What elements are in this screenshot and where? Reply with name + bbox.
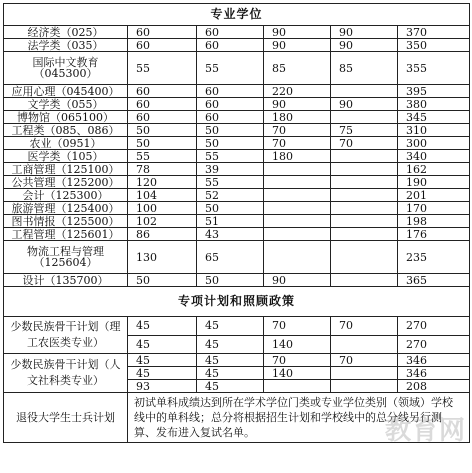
score-cell xyxy=(264,228,331,241)
table-row xyxy=(4,137,470,150)
score-cell: 45 xyxy=(197,317,264,336)
score-cell: 90 xyxy=(264,274,331,287)
score-cell: 170 xyxy=(398,202,470,215)
score-cell xyxy=(331,335,398,354)
score-cell: 104 xyxy=(128,189,197,202)
score-cell: 270 xyxy=(398,335,470,354)
table-row xyxy=(4,215,470,228)
score-cell: 190 xyxy=(398,176,470,189)
score-cell: 85 xyxy=(331,52,398,85)
subject-name: 博物馆（065100） xyxy=(4,111,128,124)
score-cell: 130 xyxy=(128,241,197,274)
score-cell: 140 xyxy=(264,367,331,380)
score-cell: 270 xyxy=(398,317,470,336)
score-cell: 395 xyxy=(398,85,470,98)
score-cell: 60 xyxy=(197,111,264,124)
table-row xyxy=(4,52,470,85)
subject-name: 法学类（035） xyxy=(4,39,128,52)
score-cell: 45 xyxy=(128,317,197,336)
section-header-row xyxy=(4,4,470,26)
score-cell: 60 xyxy=(128,111,197,124)
score-cell: 70 xyxy=(331,137,398,150)
score-cell: 300 xyxy=(398,137,470,150)
table-row xyxy=(4,241,470,274)
veteran-row xyxy=(4,393,470,443)
score-cell: 140 xyxy=(264,335,331,354)
table-row xyxy=(4,150,470,163)
score-cell: 180 xyxy=(264,150,331,163)
subject-name: 会计（125300） xyxy=(4,189,128,202)
score-cell: 60 xyxy=(197,26,264,39)
score-cell: 201 xyxy=(398,189,470,202)
score-cell: 55 xyxy=(197,176,264,189)
table-row xyxy=(4,26,470,39)
score-cell: 70 xyxy=(331,317,398,336)
table-row xyxy=(4,124,470,137)
score-cell: 70 xyxy=(264,317,331,336)
score-cell: 60 xyxy=(128,98,197,111)
score-cell: 45 xyxy=(197,335,264,354)
score-cell: 45 xyxy=(128,354,197,367)
plan-name: 少数民族骨干计划（理工农医类专业） xyxy=(4,317,128,354)
table-row xyxy=(4,85,470,98)
score-cell: 310 xyxy=(398,124,470,137)
score-cell: 355 xyxy=(398,52,470,85)
score-cell: 180 xyxy=(264,111,331,124)
score-cell xyxy=(331,202,398,215)
score-cell: 50 xyxy=(128,137,197,150)
score-cell xyxy=(264,215,331,228)
score-cell: 120 xyxy=(128,176,197,189)
score-cell: 70 xyxy=(331,354,398,367)
score-cell: 45 xyxy=(128,367,197,380)
score-cell xyxy=(331,274,398,287)
score-cell: 90 xyxy=(331,98,398,111)
score-cell: 45 xyxy=(197,380,264,393)
score-cell: 176 xyxy=(398,228,470,241)
score-cell xyxy=(264,380,331,393)
plan-name: 少数民族骨干计划（人文社科类专业） xyxy=(4,354,128,393)
table-row xyxy=(4,354,470,367)
score-cell: 235 xyxy=(398,241,470,274)
score-cell: 60 xyxy=(197,98,264,111)
score-cell: 43 xyxy=(197,228,264,241)
score-cell: 70 xyxy=(264,354,331,367)
section-title-special: 专项计划和照顾政策 xyxy=(4,287,470,317)
score-cell: 380 xyxy=(398,98,470,111)
score-cell: 346 xyxy=(398,367,470,380)
table-row xyxy=(4,176,470,189)
score-cell: 90 xyxy=(264,98,331,111)
score-cell: 220 xyxy=(264,85,331,98)
score-cell: 350 xyxy=(398,39,470,52)
score-cell: 70 xyxy=(264,124,331,137)
score-cell: 55 xyxy=(128,150,197,163)
score-cell: 102 xyxy=(128,215,197,228)
table-row xyxy=(4,274,470,287)
subject-name: 工程管理（125601） xyxy=(4,228,128,241)
policy-text: 初试单科成绩达到所在学术学位门类或专业学位类别（领域）学校线中的单科线；总分将根据招生计划和学校线中的总分线另行测算、发布进入复试名单。 xyxy=(128,393,470,443)
score-cell: 75 xyxy=(331,124,398,137)
subject-name: 图书情报（125500） xyxy=(4,215,128,228)
score-cell: 60 xyxy=(128,39,197,52)
score-cell xyxy=(264,241,331,274)
score-cell xyxy=(331,85,398,98)
score-cell: 208 xyxy=(398,380,470,393)
score-cell xyxy=(331,111,398,124)
subject-name: 经济类（025） xyxy=(4,26,128,39)
score-cell: 365 xyxy=(398,274,470,287)
watermark-text: 教育网 xyxy=(384,416,466,446)
score-table xyxy=(3,3,470,443)
score-cell: 60 xyxy=(197,39,264,52)
score-cell: 52 xyxy=(197,189,264,202)
score-cell: 370 xyxy=(398,26,470,39)
score-cell: 39 xyxy=(197,163,264,176)
plan-name: 退役大学生士兵计划 xyxy=(4,393,128,443)
score-cell xyxy=(331,189,398,202)
score-cell: 198 xyxy=(398,215,470,228)
table-row xyxy=(4,98,470,111)
score-cell: 70 xyxy=(264,137,331,150)
score-cell xyxy=(331,241,398,274)
score-cell: 100 xyxy=(128,202,197,215)
score-cell: 90 xyxy=(264,26,331,39)
score-cell: 50 xyxy=(128,124,197,137)
subject-name: 物流工程与管理（125604） xyxy=(4,241,128,274)
score-cell: 340 xyxy=(398,150,470,163)
subject-name: 公共管理（125200） xyxy=(4,176,128,189)
score-cell: 65 xyxy=(197,241,264,274)
score-cell xyxy=(331,176,398,189)
score-cell: 55 xyxy=(197,150,264,163)
score-cell xyxy=(331,215,398,228)
score-cell: 55 xyxy=(128,52,197,85)
score-cell: 50 xyxy=(197,137,264,150)
score-cell: 45 xyxy=(128,335,197,354)
table-row xyxy=(4,189,470,202)
score-cell xyxy=(264,189,331,202)
score-cell: 90 xyxy=(331,39,398,52)
score-cell: 85 xyxy=(264,52,331,85)
subject-name: 旅游管理（125400） xyxy=(4,202,128,215)
subject-name: 医学类（105） xyxy=(4,150,128,163)
subject-name: 工程类（085、086） xyxy=(4,124,128,137)
score-cell: 55 xyxy=(197,52,264,85)
score-cell: 60 xyxy=(128,85,197,98)
score-cell: 346 xyxy=(398,354,470,367)
score-cell: 86 xyxy=(128,228,197,241)
score-cell xyxy=(331,163,398,176)
score-cell xyxy=(331,228,398,241)
subject-name: 文学类（055） xyxy=(4,98,128,111)
score-cell xyxy=(264,202,331,215)
score-cell: 60 xyxy=(197,85,264,98)
score-cell: 50 xyxy=(197,202,264,215)
score-cell xyxy=(331,150,398,163)
score-cell: 162 xyxy=(398,163,470,176)
score-cell: 50 xyxy=(197,124,264,137)
table-row xyxy=(4,163,470,176)
table-row xyxy=(4,228,470,241)
score-cell xyxy=(331,380,398,393)
score-cell: 50 xyxy=(128,274,197,287)
score-cell: 345 xyxy=(398,111,470,124)
table-row xyxy=(4,39,470,52)
table-row xyxy=(4,202,470,215)
subject-name: 设计（135700） xyxy=(4,274,128,287)
subject-name: 农业（0951） xyxy=(4,137,128,150)
subject-name: 国际中文教育（045300） xyxy=(4,52,128,85)
score-cell xyxy=(331,367,398,380)
score-cell: 51 xyxy=(197,215,264,228)
score-cell: 78 xyxy=(128,163,197,176)
score-cell: 50 xyxy=(197,274,264,287)
score-cell xyxy=(264,176,331,189)
score-cell: 45 xyxy=(197,354,264,367)
subject-name: 应用心理（045400） xyxy=(4,85,128,98)
subject-name: 工商管理（125100） xyxy=(4,163,128,176)
score-cell: 93 xyxy=(128,380,197,393)
section-header-row xyxy=(4,287,470,317)
score-cell xyxy=(264,163,331,176)
table-row xyxy=(4,317,470,336)
score-cell: 45 xyxy=(197,367,264,380)
section-title-professional: 专业学位 xyxy=(4,4,470,26)
table-row xyxy=(4,111,470,124)
score-cell: 60 xyxy=(128,26,197,39)
score-cell: 90 xyxy=(264,39,331,52)
score-cell: 90 xyxy=(331,26,398,39)
